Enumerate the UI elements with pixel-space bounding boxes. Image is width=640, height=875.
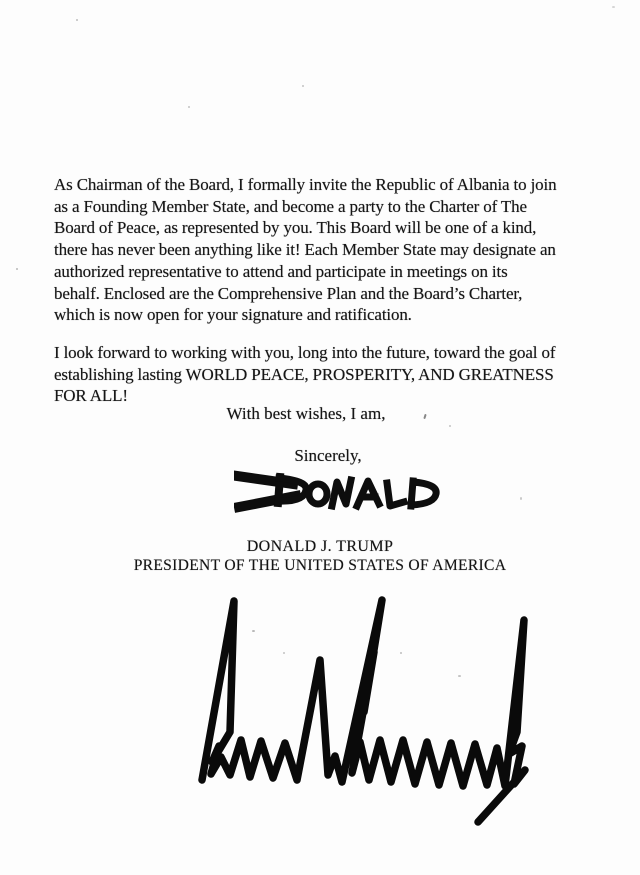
signoff-line: Sincerely, [294, 446, 362, 465]
signer-title: PRESIDENT OF THE UNITED STATES OF AMERICA [133, 557, 507, 574]
body-line: establishing lasting WORLD PEACE, PROSPERITY, AND GREATNESS [54, 364, 554, 384]
letter-body [54, 174, 612, 407]
body-line: FOR ALL! [54, 386, 128, 406]
scan-speck [283, 652, 285, 654]
scan-speck [612, 6, 615, 8]
handwritten-donald-marker-icon [234, 464, 448, 528]
body-line: behalf. Enclosed are the Comprehensive Plan and the Board’s Charter, [54, 283, 523, 303]
scan-speck [400, 652, 402, 654]
closing-line: With best wishes, I am, [226, 404, 386, 423]
scan-speck [302, 85, 304, 87]
signer-name: DONALD J. TRUMP [246, 538, 394, 555]
body-line: As Chairman of the Board, I formally invite the Republic of Albania to join [54, 175, 557, 194]
body-paragraph-1 [54, 174, 612, 326]
body-line: Board of Peace, as represented by you. This Board will be one of a kind, [54, 218, 537, 238]
scan-speck [16, 268, 18, 270]
trump-signature-icon [186, 594, 538, 826]
scan-speck [252, 630, 255, 632]
scan-speck [449, 425, 451, 427]
signer-block [0, 537, 640, 575]
body-paragraph-2 [54, 342, 612, 407]
body-line: as a Founding Member State, and become a party to the Charter of The [54, 196, 527, 216]
scan-speck [520, 497, 522, 500]
scan-speck [188, 106, 190, 108]
body-line: I look forward to working with you, long into the future, toward the goal of [54, 342, 556, 362]
body-line: authorized representative to attend and participate in meetings on its [54, 261, 508, 281]
body-line: there has never been anything like it! Each Member State may designate an [54, 240, 556, 260]
body-line: which is now open for your signature and ratification. [54, 305, 412, 325]
scan-speck [76, 19, 78, 21]
scan-speck [458, 675, 461, 677]
